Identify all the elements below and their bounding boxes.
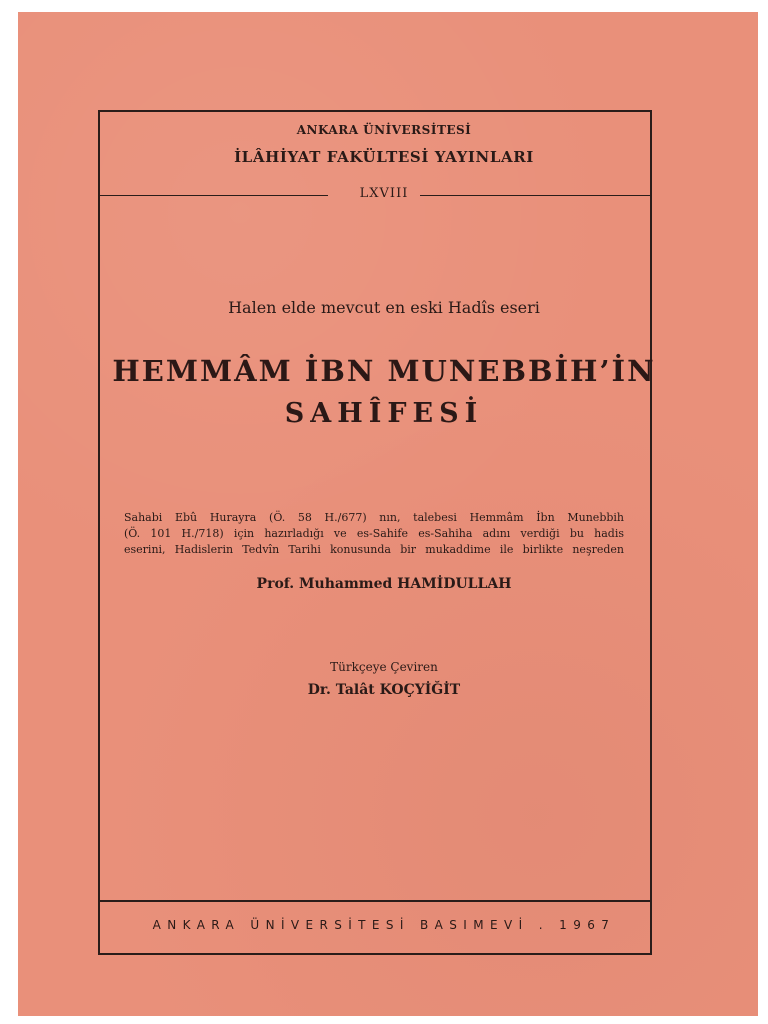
translator-label: Türkçeye Çeviren [330,660,438,674]
description-line-2: (Ö. 101 H./718) için hazırladığı ve es-Sahife es-Sahiha adını verdiği bu hadis [124,527,624,540]
title-line-1: HEMMÂM İBN MUNEBBİH’İN [112,354,656,388]
title-line-2: SAHÎFESİ [284,398,484,429]
printer-footer: ANKARA ÜNİVERSİTESİ BASIMEVİ . 1967 [152,918,616,932]
translator-name: Dr. Talât KOÇYİĞİT [307,682,461,698]
description-line-1: Sahabi Ebû Hurayra (Ö. 58 H./677) nın, talebesi Hemmâm İbn Munebbih [124,511,624,524]
volume-number: LXVIII [359,186,409,201]
publisher-name: ANKARA ÜNİVERSİTESİ [296,123,472,137]
description-line-3: eserini, Hadislerin Tedvîn Tarihi konusunda bir mukaddime ile birlikte neşreden [124,543,624,556]
author-name: Prof. Muhammed HAMİDULLAH [256,576,512,592]
subtitle: Halen elde mevcut en eski Hadîs eseri [228,298,540,317]
footer-rule [100,900,650,902]
volume-rule-right [420,195,650,196]
series-name: İLÂHİYAT FAKÜLTESİ YAYINLARI [234,148,534,166]
